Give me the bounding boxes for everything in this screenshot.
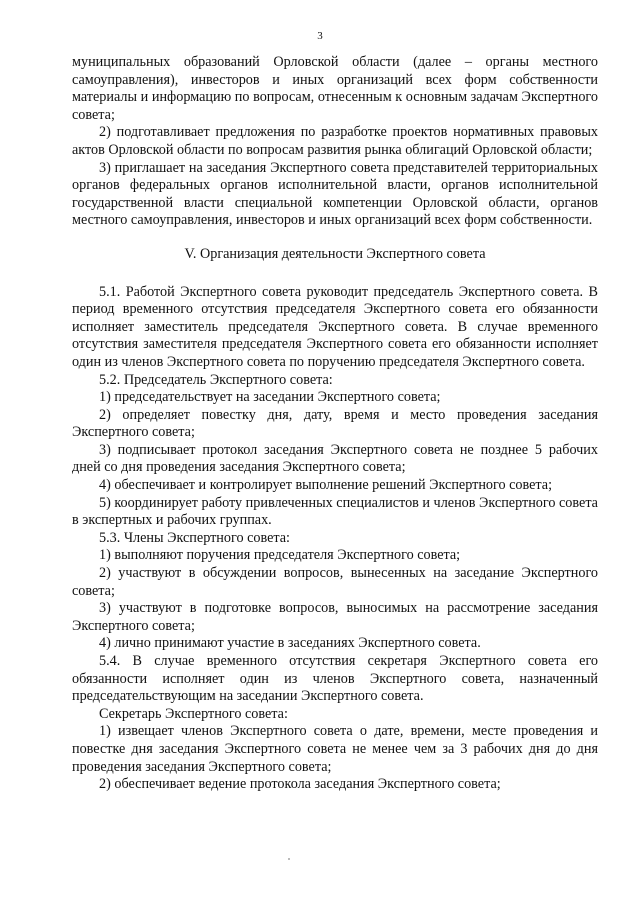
paragraph-5-2-item-4: 4) обеспечивает и контролирует выполнение решений Экспертного совета;: [99, 477, 553, 494]
paragraph-secretary-item-1: 1) извещает членов Экспертного совета о дате, времени, месте проведения и повестке дня заседания Экспертного совета не менее чем за 3 рабочих дня до дня проведения заседания Экспертного совета;: [72, 723, 598, 775]
scan-speck: [288, 858, 290, 860]
paragraph-5-1: 5.1. Работой Экспертного совета руководит председатель Экспертного совета. В период временного отсутствия председателя Экспертного совета его обязанности исполняет заместитель председателя Экспертного совета. В случае временного отсутствия заместителя председателя Экспертного совета его обязанности исполняет один из членов Экспертного совета по поручению председателя Экспертного совета.: [72, 283, 598, 370]
paragraph-5-3: 5.3. Члены Экспертного совета:: [99, 529, 291, 546]
paragraph-5-3-item-3: 3) участвуют в подготовке вопросов, выносимых на рассмотрение заседания Экспертного совета;: [72, 600, 598, 634]
paragraph-5-4: 5.4. В случае временного отсутствия секретаря Экспертного совета его обязанности исполняет один из членов Экспертного совета, назначенный председательствующим на заседании Экспертного совета.: [72, 653, 598, 705]
section-v-heading: V. Организация деятельности Экспертного совета: [184, 245, 486, 262]
paragraph-5-3-item-2: 2) участвуют в обсуждении вопросов, вынесенных на заседание Экспертного совета;: [72, 565, 598, 599]
paragraph-5-3-item-1: 1) выполняют поручения председателя Экспертного совета;: [99, 547, 461, 564]
paragraph-item-3: 3) приглашает на заседания Экспертного совета представителей территориальных органов федеральных органов исполнительной власти, органов исполнительной государственной власти специальной компетенции Орловской области, органов местного самоуправления, инвесторов и иных организаций всех форм собственности.: [72, 159, 598, 229]
paragraph-5-2-item-3: 3) подписывает протокол заседания Экспертного совета не позднее 5 рабочих дней со дня проведения заседания Экспертного совета;: [72, 441, 598, 476]
paragraph-secretary: Секретарь Экспертного совета:: [99, 705, 288, 722]
paragraph-intro-continued: муниципальных образований Орловской области (далее – органы местного самоуправления), инвесторов и иных организаций всех форм собственности материалы и информацию по вопросам, отнесенным к основным задачам Экспертного совета;: [72, 54, 598, 123]
page-number: 3: [317, 30, 323, 42]
paragraph-5-3-item-4: 4) лично принимают участие в заседаниях Экспертного совета.: [99, 635, 481, 652]
paragraph-secretary-item-2: 2) обеспечивает ведение протокола заседания Экспертного совета;: [99, 776, 501, 793]
paragraph-5-2-item-1: 1) председательствует на заседании Экспертного совета;: [99, 389, 441, 406]
document-body: [72, 54, 598, 794]
paragraph-5-2-item-2: 2) определяет повестку дня, дату, время и место проведения заседания Экспертного совета;: [72, 406, 598, 441]
paragraph-5-2: 5.2. Председатель Экспертного совета:: [99, 371, 333, 388]
paragraph-5-2-item-5: 5) координирует работу привлеченных специалистов и членов Экспертного совета в экспертных и рабочих группах.: [72, 494, 598, 529]
paragraph-item-2: 2) подготавливает предложения по разработке проектов нормативных правовых актов Орловской области по вопросам развития рынка облигаций Орловской области;: [72, 124, 598, 158]
